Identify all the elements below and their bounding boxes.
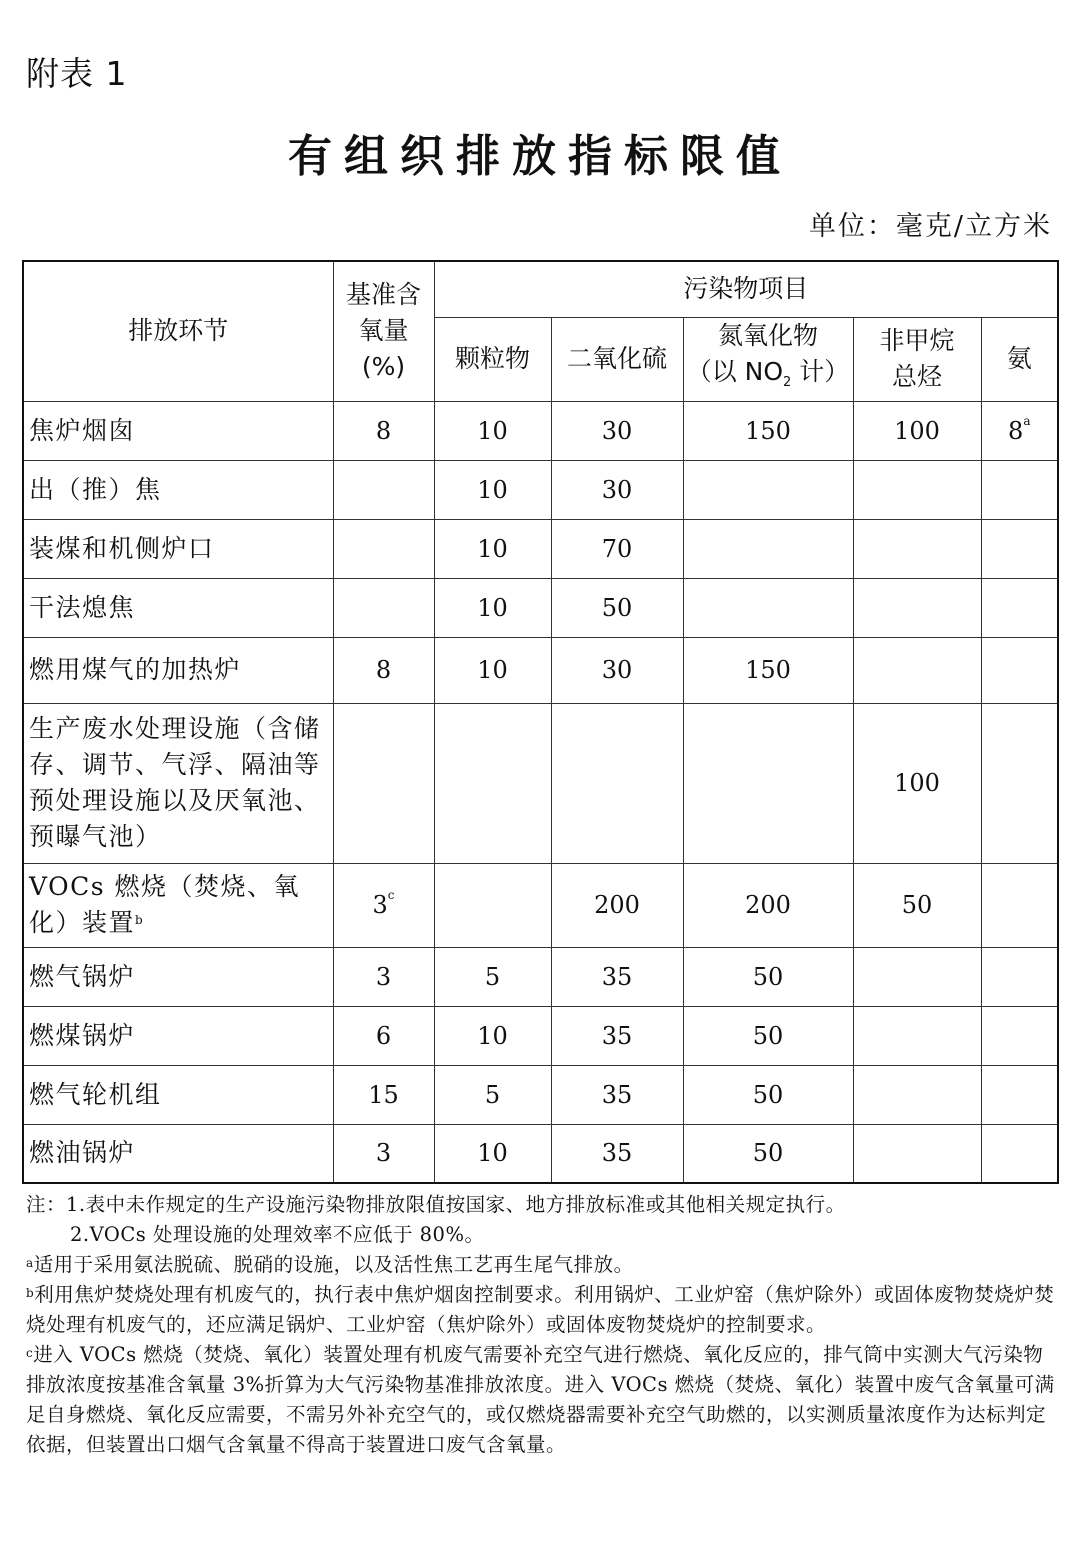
cell-nox [683,460,853,519]
header-nox [683,317,853,401]
cell-nmhc: 50 [853,863,981,947]
cell-stage-text: VOCs 燃烧（焚烧、氧化）装置 [29,872,301,937]
table-row [23,519,1058,578]
cell-particulate: 10 [434,1124,551,1183]
cell-nmhc [853,1124,981,1183]
cell-so2: 30 [551,460,683,519]
cell-so2: 30 [551,637,683,703]
document-title: 有组织排放指标限值 [288,131,792,182]
cell-nmhc: 100 [853,703,981,863]
footnote-c-mark: c [26,1346,34,1360]
cell-stage: 出（推）焦 [23,460,333,519]
cell-stage: 装煤和机侧炉口 [23,519,333,578]
cell-nmhc [853,519,981,578]
header-nmhc-line2: 总烃 [891,362,942,391]
cell-stage: 燃煤锅炉 [23,1006,333,1065]
cell-ammonia [981,703,1058,863]
cell-stage: 干法熄焦 [23,578,333,637]
cell-oxygen: 8 [333,401,434,460]
cell-oxygen: 3 [333,947,434,1006]
cell-oxygen [333,863,434,947]
footnote-c-text: 进入 VOCs 燃烧（焚烧、氧化）装置处理有机废气需要补充空气进行燃烧、氧化反应的，排气筒中实测大气污染物排放浓度按基准含氧量 3%折算为大气污染物基准排放浓度。进入 VOCs 燃烧（焚烧、氧化）装置中废气含氧量可满足自身燃烧、氧化反应需要，不需另外补充空气的，或仅燃烧器需要补充空气助燃的，以实测质量浓度作为达标判定依据，但装置出口烟气含氧量不得高于装置进口废气含氧量。 [26,1343,1055,1456]
cell-ammonia [981,401,1058,460]
cell-stage: 燃油锅炉 [23,1124,333,1183]
cell-particulate: 10 [434,637,551,703]
cell-ammonia [981,1124,1058,1183]
unit-label: 单位：毫克/立方米 [808,211,1052,242]
table-row [23,1124,1058,1183]
table-row [23,947,1058,1006]
table-row [23,863,1058,947]
header-nox-line2a: （以 NO [686,356,784,386]
footnote-a-mark: a [26,1256,34,1270]
table-body [23,401,1058,1183]
cell-particulate: 5 [434,947,551,1006]
table-row [23,637,1058,703]
footnote-a [26,1250,1056,1280]
cell-so2: 200 [551,863,683,947]
cell-stage: 生产废水处理设施（含储存、调节、气浮、隔油等预处理设施以及厌氧池、预曝气池） [23,703,333,863]
cell-nox: 50 [683,947,853,1006]
cell-oxygen: 3 [333,1124,434,1183]
cell-ammonia [981,1065,1058,1124]
table-row [23,1006,1058,1065]
cell-stage: 燃气锅炉 [23,947,333,1006]
cell-particulate [434,703,551,863]
table-row [23,703,1058,863]
footnote-a-ref: a [1023,413,1031,428]
cell-nmhc [853,460,981,519]
footnote-a-text: 适用于采用氨法脱硫、脱硝的设施，以及活性焦工艺再生尾气排放。 [33,1253,634,1276]
cell-particulate: 10 [434,401,551,460]
cell-oxygen-value: 3 [372,891,388,919]
cell-nox: 150 [683,637,853,703]
cell-nmhc [853,1065,981,1124]
table-row [23,578,1058,637]
cell-oxygen: 6 [333,1006,434,1065]
note-2: 2.VOCs 处理设施的处理效率不应低于 80%。 [70,1223,485,1246]
header-oxygen-line1: 基准含 [345,280,421,310]
footnote-c-ref: c [387,888,395,902]
header-so2: 二氧化硫 [551,317,683,401]
table-row [23,1065,1058,1124]
cell-so2: 35 [551,947,683,1006]
cell-ammonia [981,519,1058,578]
cell-ammonia [981,460,1058,519]
cell-so2: 50 [551,578,683,637]
cell-oxygen: 8 [333,637,434,703]
table-row [23,401,1058,460]
header-nmhc-line1: 非甲烷 [879,326,955,355]
cell-particulate: 5 [434,1065,551,1124]
cell-so2: 35 [551,1006,683,1065]
header-oxygen-line3: (%) [361,352,406,382]
cell-so2: 70 [551,519,683,578]
cell-particulate: 10 [434,1006,551,1065]
cell-so2 [551,703,683,863]
header-nox-line2 [684,354,853,401]
footnote-b-ref: b [135,913,145,927]
footnote-c [26,1340,1056,1460]
cell-so2: 35 [551,1124,683,1183]
cell-oxygen [333,460,434,519]
cell-ammonia-value: 8 [1008,416,1024,445]
cell-oxygen [333,703,434,863]
table-row [23,460,1058,519]
cell-nmhc [853,947,981,1006]
cell-nox [683,578,853,637]
footnote-b-mark: b [26,1286,35,1300]
cell-nox: 50 [683,1006,853,1065]
cell-nox: 150 [683,401,853,460]
cell-particulate: 10 [434,460,551,519]
cell-stage: 焦炉烟囱 [23,401,333,460]
footnote-b-text: 利用焦炉焚烧处理有机废气的，执行表中焦炉烟囱控制要求。利用锅炉、工业炉窑（焦炉除外）或固体废物焚烧炉焚烧处理有机废气的，还应满足锅炉、工业炉窑（焦炉除外）或固体废物焚烧炉的控制要求。 [26,1283,1055,1336]
cell-ammonia [981,578,1058,637]
cell-oxygen: 15 [333,1065,434,1124]
cell-nox: 200 [683,863,853,947]
table-header [23,261,1058,401]
cell-nmhc [853,1006,981,1065]
cell-ammonia [981,1006,1058,1065]
cell-stage: 燃用煤气的加热炉 [23,637,333,703]
appendix-label: 附表 1 [26,54,128,93]
footnote-b [26,1280,1056,1340]
cell-ammonia [981,863,1058,947]
cell-stage [23,863,333,947]
emission-limits-table [22,260,1059,1184]
cell-ammonia [981,637,1058,703]
cell-so2: 30 [551,401,683,460]
cell-particulate [434,863,551,947]
cell-ammonia [981,947,1058,1006]
header-ammonia: 氨 [981,317,1058,401]
header-nox-subscript: 2 [783,374,792,390]
cell-oxygen [333,578,434,637]
cell-nmhc [853,578,981,637]
header-stage: 排放环节 [23,261,333,401]
cell-nmhc: 100 [853,401,981,460]
cell-so2: 35 [551,1065,683,1124]
cell-oxygen [333,519,434,578]
cell-stage: 燃气轮机组 [23,1065,333,1124]
header-nox-line2b: 计） [791,356,850,386]
header-oxygen [333,261,434,401]
cell-nox: 50 [683,1065,853,1124]
cell-nox: 50 [683,1124,853,1183]
header-particulate: 颗粒物 [434,317,551,401]
header-oxygen-line2: 氧量 [358,316,409,346]
cell-nox [683,519,853,578]
header-nmhc [853,317,981,401]
note-1: 注：1.表中未作规定的生产设施污染物排放限值按国家、地方排放标准或其他相关规定执行。 [26,1193,846,1216]
cell-particulate: 10 [434,519,551,578]
header-pollutants-group: 污染物项目 [434,261,1058,317]
notes-section [26,1190,1056,1460]
cell-nmhc [853,637,981,703]
header-nox-line1: 氮氧化物 [717,320,818,350]
cell-particulate: 10 [434,578,551,637]
cell-nox [683,703,853,863]
